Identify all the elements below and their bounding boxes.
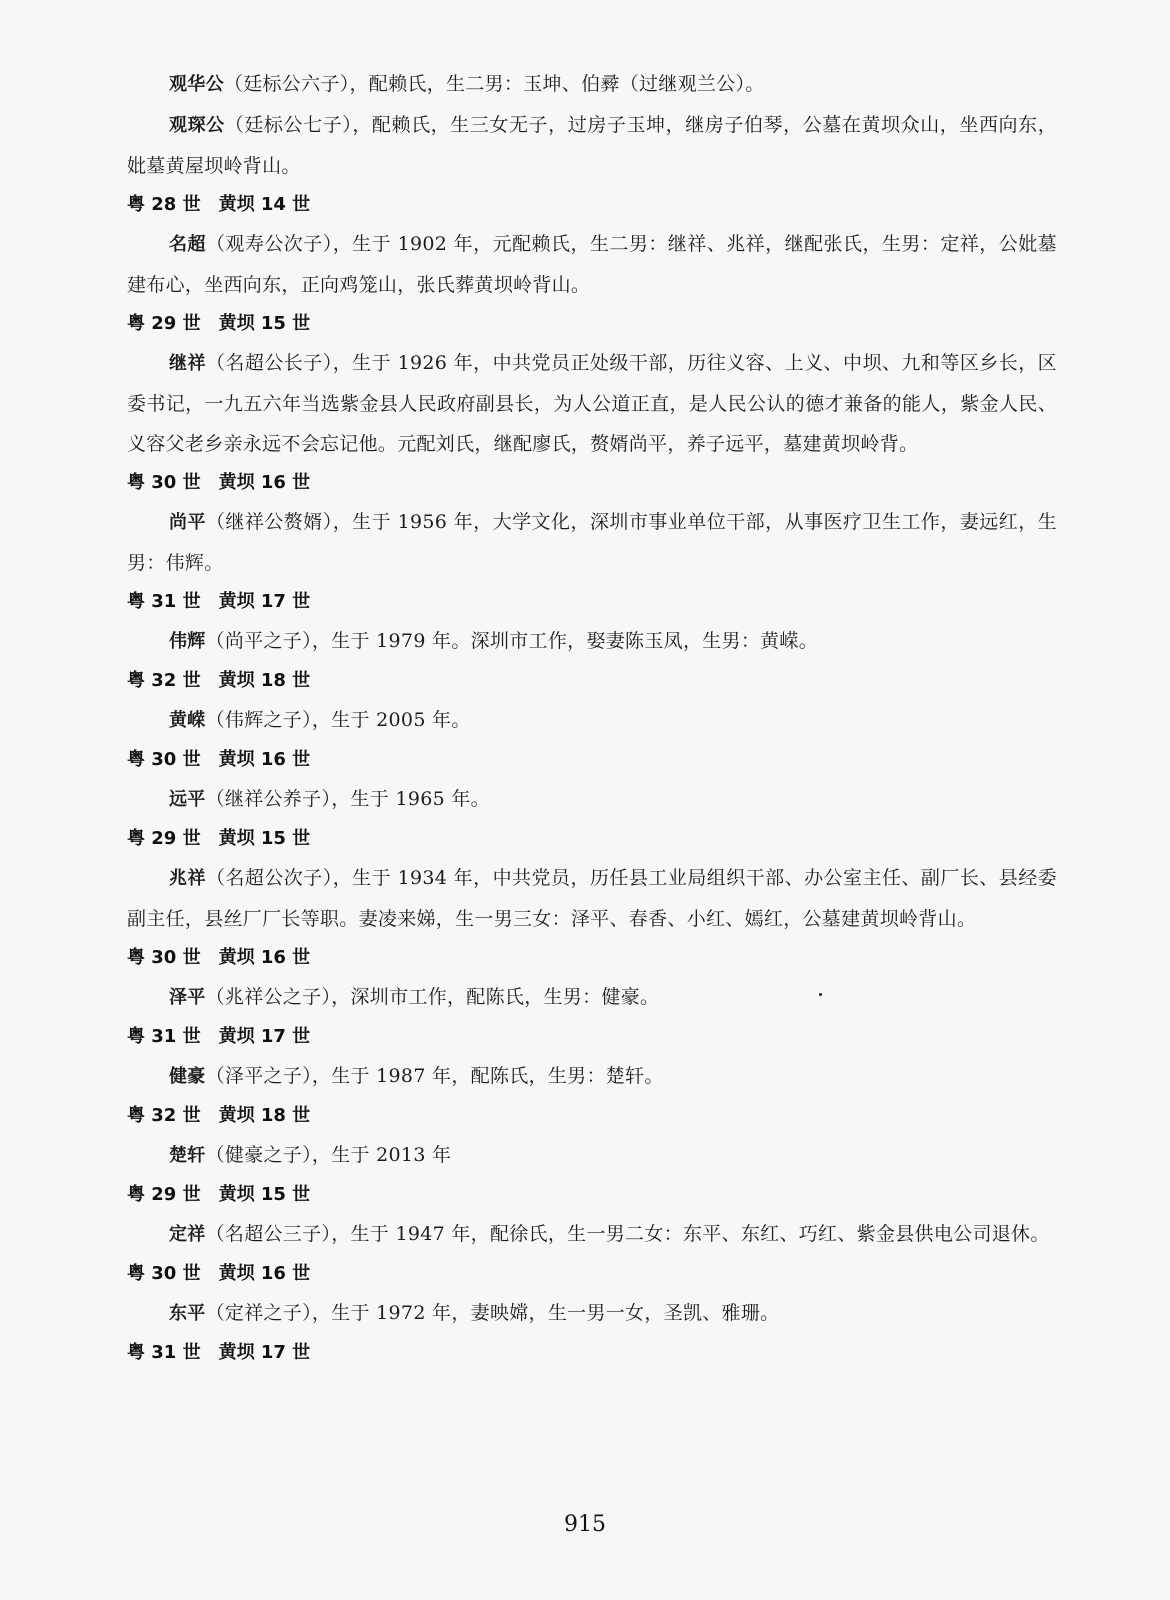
person-description: （廷标公六子），配赖氏，生二男：玉坤、伯彛（过继观兰公）。 — [223, 73, 765, 95]
person-name: 继祥 — [169, 353, 206, 374]
generation-heading: 粤 30 世 黄坝 16 世 — [127, 1263, 311, 1284]
person-name: 兆祥 — [169, 868, 206, 889]
person-description: （名超公三子），生于 1947 年，配徐氏，生一男二女：东平、东红、巧红、紫金县供电公司退休。 — [205, 1223, 1050, 1245]
person-name: 楚轩 — [169, 1145, 206, 1166]
generation-heading: 粤 32 世 黄坝 18 世 — [127, 670, 311, 691]
genealogy-content — [127, 64, 1057, 1372]
person-description: （名超公长子），生于 1926 年，中共党员正处级干部，历往义容、上义、中坝、九和等区乡长，区委书记，一九五六年当选紫金县人民政府副县长，为人公道正直，是人民公认的德才兼备的能人，紫金人民、义容父老乡亲永远不会忘记他。元配刘氏，继配廖氏，赘婿尚平，养子远平，墓建黄坝岭背。 — [127, 352, 1057, 455]
person-description: （名超公次子），生于 1934 年，中共党员，历任县工业局组织干部、办公室主任、副厂长、县经委副主任，县丝厂厂长等职。妻凌来娣，生一男三女：泽平、春香、小红、嫣红，公墓建黄坝岭背山。 — [127, 867, 1057, 930]
person-name: 黄嵘 — [169, 710, 206, 731]
person-description: （泽平之子），生于 1987 年，配陈氏，生男：楚轩。 — [205, 1065, 664, 1087]
person-entry — [127, 779, 1057, 820]
generation-heading: 粤 30 世 黄坝 16 世 — [127, 947, 311, 968]
person-description: （兆祥公之子），深圳市工作，配陈氏，生男：健豪。 — [205, 986, 660, 1008]
person-entry — [127, 64, 1057, 105]
person-description: （观寿公次子），生于 1902 年，元配赖氏，生二男：继祥、兆祥，继配张氏，生男：定祥，公妣墓建布心，坐西向东，正向鸡笼山，张氏葬黄坝岭背山。 — [127, 233, 1057, 296]
generation-heading: 粤 32 世 黄坝 18 世 — [127, 1105, 311, 1126]
person-description: （伟辉之子），生于 2005 年。 — [205, 709, 471, 731]
person-entry — [127, 1056, 1057, 1097]
generation-heading: 粤 30 世 黄坝 16 世 — [127, 749, 311, 770]
person-entry — [127, 502, 1057, 583]
print-speck — [819, 993, 822, 996]
person-name: 健豪 — [169, 1066, 206, 1087]
person-name: 定祥 — [169, 1224, 206, 1245]
person-description: （继祥公养子），生于 1965 年。 — [205, 788, 490, 810]
generation-heading: 粤 29 世 黄坝 15 世 — [127, 1184, 311, 1205]
person-name: 伟辉 — [169, 631, 206, 652]
person-entry — [127, 700, 1057, 741]
person-entry — [127, 1214, 1057, 1255]
person-description: （定祥之子），生于 1972 年，妻映嫦，生一男一女，圣凯、雅珊。 — [205, 1302, 780, 1324]
person-name: 观华公 — [169, 74, 224, 95]
generation-heading: 粤 31 世 黄坝 17 世 — [127, 1026, 311, 1047]
person-entry — [127, 1293, 1057, 1334]
generation-heading: 粤 31 世 黄坝 17 世 — [127, 1342, 311, 1363]
person-entry — [127, 224, 1057, 305]
person-name: 尚平 — [169, 512, 206, 533]
person-entry — [127, 343, 1057, 464]
person-entry — [127, 621, 1057, 662]
person-entry — [127, 1135, 1057, 1176]
person-name: 泽平 — [169, 987, 206, 1008]
person-entry — [127, 977, 1057, 1018]
person-entry — [127, 858, 1057, 939]
generation-heading: 粤 29 世 黄坝 15 世 — [127, 313, 311, 334]
person-name: 远平 — [169, 789, 206, 810]
person-description: （尚平之子），生于 1979 年。深圳市工作，娶妻陈玉凤，生男：黄嵘。 — [205, 630, 819, 652]
generation-heading: 粤 28 世 黄坝 14 世 — [127, 194, 311, 215]
generation-heading: 粤 29 世 黄坝 15 世 — [127, 828, 311, 849]
person-name: 东平 — [169, 1303, 206, 1324]
person-description: （健豪之子），生于 2013 年 — [205, 1144, 452, 1166]
person-entry — [127, 105, 1057, 186]
person-description: （廷标公七子），配赖氏，生三女无子，过房子玉坤，继房子伯琴，公墓在黄坝众山，坐西向东，妣墓黄屋坝岭背山。 — [127, 114, 1057, 177]
generation-heading: 粤 30 世 黄坝 16 世 — [127, 472, 311, 493]
page-number: 915 — [564, 1512, 606, 1537]
person-description: （继祥公赘婿），生于 1956 年，大学文化，深圳市事业单位干部，从事医疗卫生工作，妻远红，生男：伟辉。 — [127, 511, 1057, 574]
generation-heading: 粤 31 世 黄坝 17 世 — [127, 591, 311, 612]
person-name: 观琛公 — [169, 115, 225, 136]
person-name: 名超 — [169, 234, 206, 255]
